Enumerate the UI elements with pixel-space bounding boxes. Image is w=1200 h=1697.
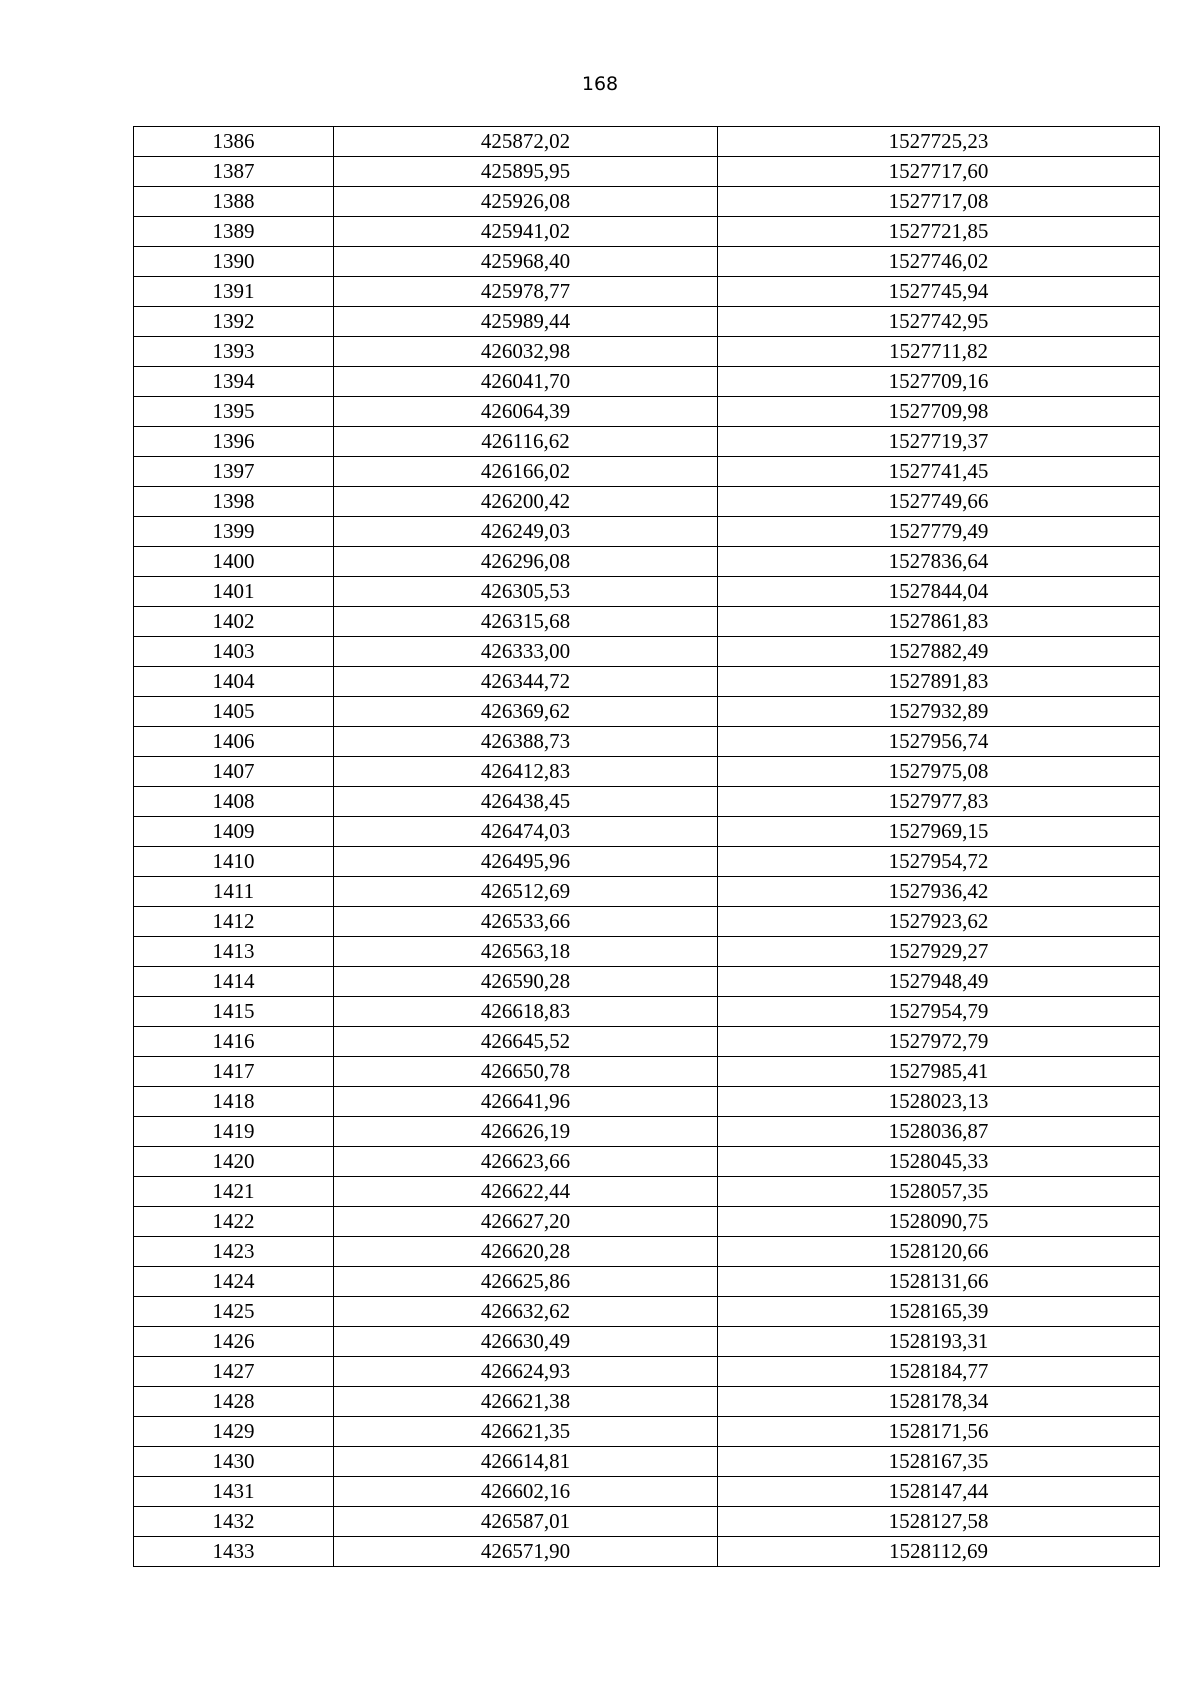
table-row xyxy=(134,637,1160,667)
point-number-cell: 1414 xyxy=(134,967,334,997)
point-number-cell: 1426 xyxy=(134,1327,334,1357)
x-coordinate-cell: 426438,45 xyxy=(334,787,718,817)
x-coordinate-cell: 426571,90 xyxy=(334,1537,718,1567)
x-coordinate-cell: 426333,00 xyxy=(334,637,718,667)
point-number-cell: 1401 xyxy=(134,577,334,607)
x-coordinate-cell: 426630,49 xyxy=(334,1327,718,1357)
point-number-cell: 1410 xyxy=(134,847,334,877)
y-coordinate-cell: 1527975,08 xyxy=(718,757,1160,787)
y-coordinate-cell: 1527977,83 xyxy=(718,787,1160,817)
x-coordinate-cell: 426645,52 xyxy=(334,1027,718,1057)
y-coordinate-cell: 1528112,69 xyxy=(718,1537,1160,1567)
table-row xyxy=(134,1447,1160,1477)
x-coordinate-cell: 426166,02 xyxy=(334,457,718,487)
x-coordinate-cell: 426315,68 xyxy=(334,607,718,637)
x-coordinate-cell: 425895,95 xyxy=(334,157,718,187)
x-coordinate-cell: 426369,62 xyxy=(334,697,718,727)
table-row xyxy=(134,1177,1160,1207)
y-coordinate-cell: 1528036,87 xyxy=(718,1117,1160,1147)
point-number-cell: 1428 xyxy=(134,1387,334,1417)
table-row xyxy=(134,1507,1160,1537)
x-coordinate-cell: 426412,83 xyxy=(334,757,718,787)
x-coordinate-cell: 426344,72 xyxy=(334,667,718,697)
x-coordinate-cell: 426632,62 xyxy=(334,1297,718,1327)
y-coordinate-cell: 1528131,66 xyxy=(718,1267,1160,1297)
table-row xyxy=(134,487,1160,517)
y-coordinate-cell: 1527882,49 xyxy=(718,637,1160,667)
point-number-cell: 1417 xyxy=(134,1057,334,1087)
y-coordinate-cell: 1527836,64 xyxy=(718,547,1160,577)
table-row xyxy=(134,1147,1160,1177)
x-coordinate-cell: 426249,03 xyxy=(334,517,718,547)
point-number-cell: 1419 xyxy=(134,1117,334,1147)
table-row xyxy=(134,877,1160,907)
point-number-cell: 1423 xyxy=(134,1237,334,1267)
x-coordinate-cell: 426620,28 xyxy=(334,1237,718,1267)
x-coordinate-cell: 426618,83 xyxy=(334,997,718,1027)
table-row xyxy=(134,1207,1160,1237)
x-coordinate-cell: 426512,69 xyxy=(334,877,718,907)
point-number-cell: 1427 xyxy=(134,1357,334,1387)
x-coordinate-cell: 426587,01 xyxy=(334,1507,718,1537)
x-coordinate-cell: 426563,18 xyxy=(334,937,718,967)
table-row xyxy=(134,1267,1160,1297)
point-number-cell: 1396 xyxy=(134,427,334,457)
y-coordinate-cell: 1527954,72 xyxy=(718,847,1160,877)
table-row xyxy=(134,127,1160,157)
y-coordinate-cell: 1528057,35 xyxy=(718,1177,1160,1207)
table-row xyxy=(134,157,1160,187)
x-coordinate-cell: 426602,16 xyxy=(334,1477,718,1507)
point-number-cell: 1431 xyxy=(134,1477,334,1507)
table-row xyxy=(134,187,1160,217)
table-row xyxy=(134,1297,1160,1327)
y-coordinate-cell: 1527948,49 xyxy=(718,967,1160,997)
table-row xyxy=(134,727,1160,757)
y-coordinate-cell: 1527741,45 xyxy=(718,457,1160,487)
point-number-cell: 1399 xyxy=(134,517,334,547)
table-row xyxy=(134,577,1160,607)
table-row xyxy=(134,1387,1160,1417)
x-coordinate-cell: 426495,96 xyxy=(334,847,718,877)
y-coordinate-cell: 1528193,31 xyxy=(718,1327,1160,1357)
table-row xyxy=(134,397,1160,427)
x-coordinate-cell: 426641,96 xyxy=(334,1087,718,1117)
x-coordinate-cell: 426533,66 xyxy=(334,907,718,937)
table-row xyxy=(134,217,1160,247)
x-coordinate-cell: 426625,86 xyxy=(334,1267,718,1297)
point-number-cell: 1418 xyxy=(134,1087,334,1117)
table-row xyxy=(134,1537,1160,1567)
point-number-cell: 1411 xyxy=(134,877,334,907)
y-coordinate-cell: 1528090,75 xyxy=(718,1207,1160,1237)
point-number-cell: 1429 xyxy=(134,1417,334,1447)
y-coordinate-cell: 1527844,04 xyxy=(718,577,1160,607)
x-coordinate-cell: 426590,28 xyxy=(334,967,718,997)
x-coordinate-cell: 426041,70 xyxy=(334,367,718,397)
point-number-cell: 1412 xyxy=(134,907,334,937)
x-coordinate-cell: 426474,03 xyxy=(334,817,718,847)
x-coordinate-cell: 425872,02 xyxy=(334,127,718,157)
table-row xyxy=(134,1027,1160,1057)
point-number-cell: 1400 xyxy=(134,547,334,577)
y-coordinate-cell: 1527936,42 xyxy=(718,877,1160,907)
y-coordinate-cell: 1527717,60 xyxy=(718,157,1160,187)
point-number-cell: 1390 xyxy=(134,247,334,277)
coordinates-table xyxy=(133,126,1160,1567)
y-coordinate-cell: 1527891,83 xyxy=(718,667,1160,697)
table-row xyxy=(134,1417,1160,1447)
point-number-cell: 1422 xyxy=(134,1207,334,1237)
point-number-cell: 1397 xyxy=(134,457,334,487)
y-coordinate-cell: 1527711,82 xyxy=(718,337,1160,367)
x-coordinate-cell: 426032,98 xyxy=(334,337,718,367)
point-number-cell: 1421 xyxy=(134,1177,334,1207)
x-coordinate-cell: 426621,35 xyxy=(334,1417,718,1447)
table-row xyxy=(134,1087,1160,1117)
y-coordinate-cell: 1527954,79 xyxy=(718,997,1160,1027)
table-row xyxy=(134,907,1160,937)
y-coordinate-cell: 1527709,16 xyxy=(718,367,1160,397)
table-row xyxy=(134,247,1160,277)
x-coordinate-cell: 425978,77 xyxy=(334,277,718,307)
table-row xyxy=(134,1357,1160,1387)
table-row xyxy=(134,307,1160,337)
y-coordinate-cell: 1528120,66 xyxy=(718,1237,1160,1267)
y-coordinate-cell: 1527956,74 xyxy=(718,727,1160,757)
x-coordinate-cell: 425989,44 xyxy=(334,307,718,337)
y-coordinate-cell: 1527932,89 xyxy=(718,697,1160,727)
point-number-cell: 1404 xyxy=(134,667,334,697)
y-coordinate-cell: 1527779,49 xyxy=(718,517,1160,547)
y-coordinate-cell: 1528147,44 xyxy=(718,1477,1160,1507)
x-coordinate-cell: 426064,39 xyxy=(334,397,718,427)
x-coordinate-cell: 426626,19 xyxy=(334,1117,718,1147)
y-coordinate-cell: 1528045,33 xyxy=(718,1147,1160,1177)
table-row xyxy=(134,547,1160,577)
point-number-cell: 1420 xyxy=(134,1147,334,1177)
y-coordinate-cell: 1528184,77 xyxy=(718,1357,1160,1387)
point-number-cell: 1432 xyxy=(134,1507,334,1537)
x-coordinate-cell: 426296,08 xyxy=(334,547,718,577)
point-number-cell: 1433 xyxy=(134,1537,334,1567)
y-coordinate-cell: 1527929,27 xyxy=(718,937,1160,967)
y-coordinate-cell: 1528171,56 xyxy=(718,1417,1160,1447)
table-row xyxy=(134,967,1160,997)
x-coordinate-cell: 426624,93 xyxy=(334,1357,718,1387)
point-number-cell: 1393 xyxy=(134,337,334,367)
point-number-cell: 1403 xyxy=(134,637,334,667)
table-row xyxy=(134,337,1160,367)
y-coordinate-cell: 1527721,85 xyxy=(718,217,1160,247)
x-coordinate-cell: 426200,42 xyxy=(334,487,718,517)
table-row xyxy=(134,517,1160,547)
x-coordinate-cell: 426388,73 xyxy=(334,727,718,757)
x-coordinate-cell: 426305,53 xyxy=(334,577,718,607)
y-coordinate-cell: 1528165,39 xyxy=(718,1297,1160,1327)
y-coordinate-cell: 1527709,98 xyxy=(718,397,1160,427)
x-coordinate-cell: 426622,44 xyxy=(334,1177,718,1207)
table-row xyxy=(134,787,1160,817)
y-coordinate-cell: 1527725,23 xyxy=(718,127,1160,157)
table-row xyxy=(134,1237,1160,1267)
y-coordinate-cell: 1527861,83 xyxy=(718,607,1160,637)
table-row xyxy=(134,427,1160,457)
point-number-cell: 1407 xyxy=(134,757,334,787)
point-number-cell: 1392 xyxy=(134,307,334,337)
table-row xyxy=(134,1327,1160,1357)
point-number-cell: 1387 xyxy=(134,157,334,187)
x-coordinate-cell: 425926,08 xyxy=(334,187,718,217)
coordinates-table-body xyxy=(134,127,1160,1567)
y-coordinate-cell: 1527745,94 xyxy=(718,277,1160,307)
table-row xyxy=(134,697,1160,727)
y-coordinate-cell: 1527923,62 xyxy=(718,907,1160,937)
table-row xyxy=(134,277,1160,307)
point-number-cell: 1405 xyxy=(134,697,334,727)
table-row xyxy=(134,1477,1160,1507)
x-coordinate-cell: 426116,62 xyxy=(334,427,718,457)
table-row xyxy=(134,667,1160,697)
x-coordinate-cell: 426623,66 xyxy=(334,1147,718,1177)
point-number-cell: 1425 xyxy=(134,1297,334,1327)
table-row xyxy=(134,937,1160,967)
point-number-cell: 1386 xyxy=(134,127,334,157)
y-coordinate-cell: 1527717,08 xyxy=(718,187,1160,217)
point-number-cell: 1406 xyxy=(134,727,334,757)
x-coordinate-cell: 425941,02 xyxy=(334,217,718,247)
point-number-cell: 1424 xyxy=(134,1267,334,1297)
point-number-cell: 1430 xyxy=(134,1447,334,1477)
y-coordinate-cell: 1527719,37 xyxy=(718,427,1160,457)
y-coordinate-cell: 1527985,41 xyxy=(718,1057,1160,1087)
point-number-cell: 1394 xyxy=(134,367,334,397)
table-row xyxy=(134,817,1160,847)
page-number: 168 xyxy=(581,73,619,95)
point-number-cell: 1389 xyxy=(134,217,334,247)
table-row xyxy=(134,997,1160,1027)
point-number-cell: 1416 xyxy=(134,1027,334,1057)
x-coordinate-cell: 425968,40 xyxy=(334,247,718,277)
point-number-cell: 1408 xyxy=(134,787,334,817)
table-row xyxy=(134,457,1160,487)
table-row xyxy=(134,607,1160,637)
y-coordinate-cell: 1528023,13 xyxy=(718,1087,1160,1117)
point-number-cell: 1391 xyxy=(134,277,334,307)
point-number-cell: 1388 xyxy=(134,187,334,217)
y-coordinate-cell: 1527742,95 xyxy=(718,307,1160,337)
table-row xyxy=(134,367,1160,397)
point-number-cell: 1409 xyxy=(134,817,334,847)
y-coordinate-cell: 1528167,35 xyxy=(718,1447,1160,1477)
point-number-cell: 1402 xyxy=(134,607,334,637)
y-coordinate-cell: 1527972,79 xyxy=(718,1027,1160,1057)
y-coordinate-cell: 1527969,15 xyxy=(718,817,1160,847)
point-number-cell: 1395 xyxy=(134,397,334,427)
x-coordinate-cell: 426627,20 xyxy=(334,1207,718,1237)
y-coordinate-cell: 1527746,02 xyxy=(718,247,1160,277)
point-number-cell: 1398 xyxy=(134,487,334,517)
x-coordinate-cell: 426621,38 xyxy=(334,1387,718,1417)
y-coordinate-cell: 1528127,58 xyxy=(718,1507,1160,1537)
y-coordinate-cell: 1528178,34 xyxy=(718,1387,1160,1417)
y-coordinate-cell: 1527749,66 xyxy=(718,487,1160,517)
table-row xyxy=(134,1057,1160,1087)
x-coordinate-cell: 426650,78 xyxy=(334,1057,718,1087)
x-coordinate-cell: 426614,81 xyxy=(334,1447,718,1477)
table-row xyxy=(134,847,1160,877)
point-number-cell: 1415 xyxy=(134,997,334,1027)
table-row xyxy=(134,757,1160,787)
point-number-cell: 1413 xyxy=(134,937,334,967)
table-row xyxy=(134,1117,1160,1147)
